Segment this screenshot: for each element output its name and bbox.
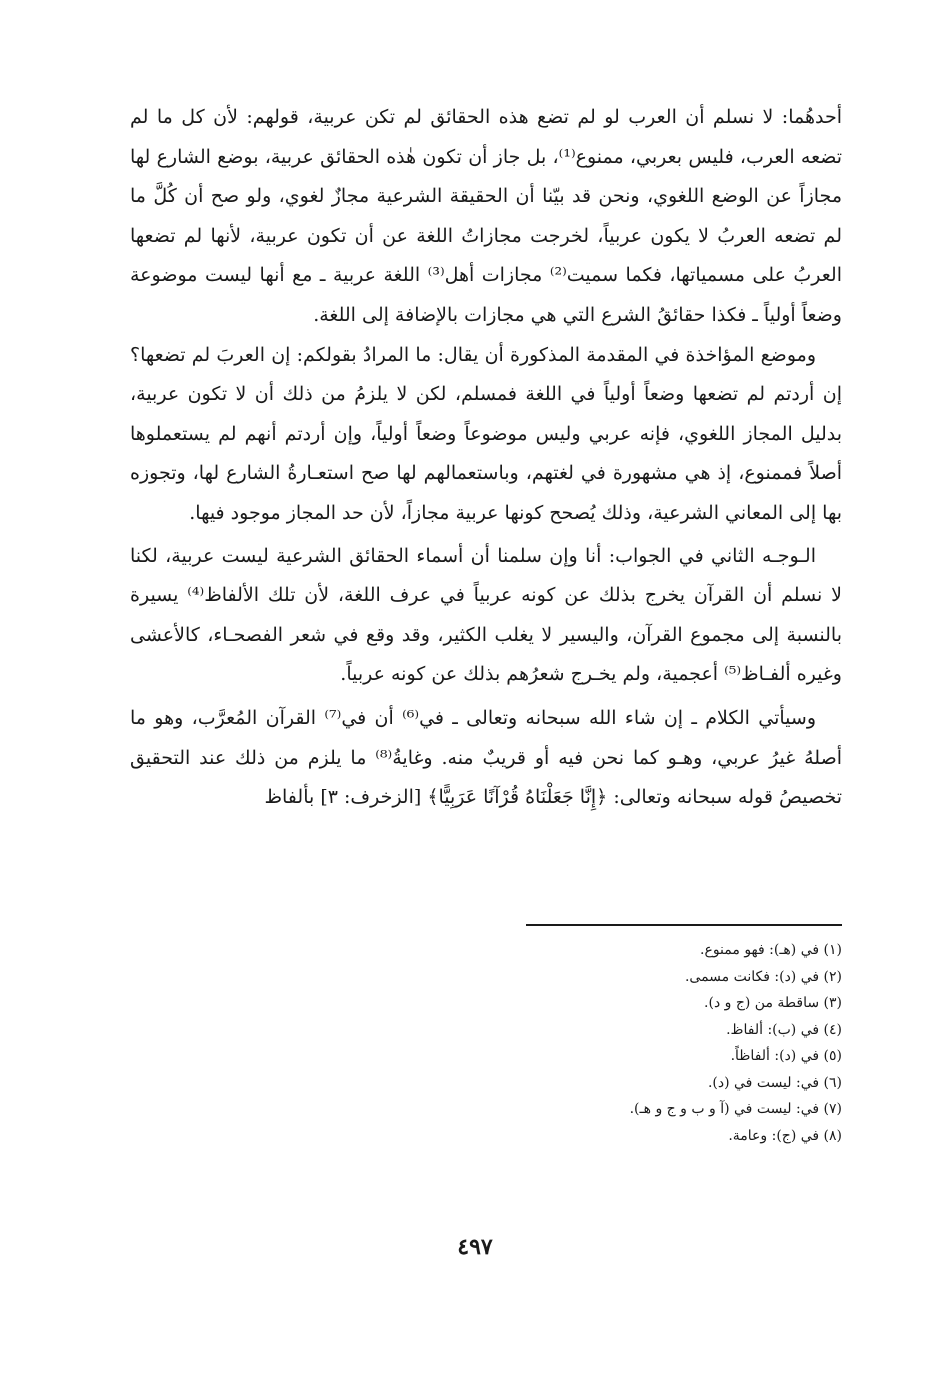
page-number: ٤٩٧ (457, 1234, 493, 1260)
footnotes (422, 937, 842, 1149)
body-paragraph: أحدهُما: لا نسلم أن العرب لو لم تضع هذه الحقائق لم تكن عربية، قولهم: لأن كل ما لم تضعه العرب، فليس بعربي، ممنوع⁽¹⁾، بل جاز أن تكون هٰذه الحقائق عربية، بوضع الشارع لها مجازاً عن الوضع اللغوي، ونحن قد بيّنا أن الحقيقة الشرعية مجازٌ لغوي، ولو صح أن كُلَّ ما لم تضعه العربُ لا يكون عربياً، لخرجت مجازاتُ اللغة عن أن تكون عربية، لأنها لم تضعها العربُ على مسمياتها، فكما سميت⁽²⁾ مجازات أهل⁽³⁾ اللغة عربية ـ مع أنها ليست موضوعة وضعاً أولياً ـ فكذا حقائقُ الشرع التي هي مجازات بالإضافة إلى اللغة. (130, 106, 842, 326)
footnote: (٦) في: ليست في (د). (707, 1074, 842, 1091)
body-paragraph: الـوجـه الثاني في الجواب: أنا وإن سلمنا أن أسماء الحقائق الشرعية ليست عربية، لكنا لا نسلم أن القرآن يخرج بذلك عن كونه عربياً في عرف اللغة، لأن تلك الألفاظ⁽⁴⁾ يسيرة بالنسبة إلى مجموع القرآن، واليسير لا يغلب الكثير، وقد وقع في شعر الفصحـاء، كالأعشى وغيره ألفـاظ⁽⁵⁾ أعجمية، ولم يخـرج شعرُهم بذلك عن كونه عربياً. (130, 544, 842, 686)
footnote: (٥) في (د): ألفاظاً. (730, 1048, 842, 1064)
footnote: (٣) ساقطة من (ج و د). (704, 995, 842, 1011)
body-paragraph: وسيأتي الكلام ـ إن شاء الله سبحانه وتعالى ـ في⁽⁶⁾ أن في⁽⁷⁾ القرآن المُعرَّب، وهو ما أصلهُ غيرُ عربي، وهـو كما نحن فيه أو قريبٌ منه. وغايةُ⁽⁸⁾ ما يلزم من ذلك عند التحقيق تخصيصُ قوله سبحانه وتعالى: ﴿إِنَّا جَعَلْنَاهُ قُرْآنًا عَرَبِيًّا﴾ [الزخرف: ٣] بألفاظ (130, 706, 842, 809)
footnote: (٢) في (د): فكانت مسمى. (684, 968, 842, 985)
footnote: (٨) في (ج): وعامة. (728, 1127, 842, 1144)
footnote-divider (526, 924, 842, 926)
footnote: (٤) في (ب): ألفاظ. (726, 1021, 842, 1038)
body-paragraph: وموضع المؤاخذة في المقدمة المذكورة أن يقال: ما المرادُ بقولكم: إن العربَ لم تضعها؟ إن أردتم لم تضعها وضعاً أولياً في اللغة فمسلم، لكن لا يلزمُ من ذلك أن لا تكون عربية، بدليل المجاز اللغوي، فإنه عربي وليس موضوعاً وضعاً أولياً، وإن أردتم أنهم لم يستعملوها أصلاً فممنوع، إذ هي مشهورة في لغتهم، وباستعمالهم لها صح استعـارةُ الشارع لها، وتجوزه بها إلى المعاني الشرعية، وذلك يُصحح كونها عربية مجازاً، لأن حد المجاز موجود فيها. (130, 343, 842, 524)
footnote: (١) في (هـ): فهو ممنوع. (700, 942, 842, 958)
footnote: (٧) في: ليست في (آ و ب و ج و هـ). (629, 1101, 842, 1117)
main-text (130, 98, 842, 818)
